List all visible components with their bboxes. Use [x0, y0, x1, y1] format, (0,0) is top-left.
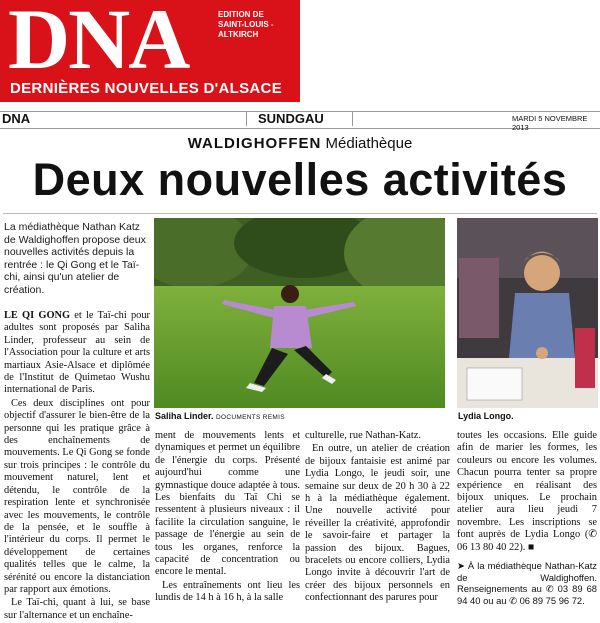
- body-column-1: [4, 310, 150, 623]
- body-column-2: [155, 430, 300, 606]
- photo-saliha-linder: [154, 218, 445, 408]
- edition-line: EDITION DE: [218, 10, 264, 19]
- paragraph-text: et le Taï-chi pour adultes sont proposés par Saliha Linder, professeur au sein de l'Association pour la culture et arts martiaux Asie-Alsace et diplômée de l'Institut de Quimetao Wushu international de Paris.: [4, 310, 150, 396]
- paragraph: Ces deux disciplines ont pour objectif d'assurer le bien-être de la personne qui les pratique grâce à des enchaînements de mouvements. Le Qi Gong se fonde sur trois principes : le contrôle du mouvement naturel, lent et détendu, le contrôle de la respiration lente et synchronisée avec les mouvements, le contrôle de la pensée, et le souffle à l'intérieur du corps. Il permet le développement de certaines qualités telles que le calme, la sérénité ou encore la distanciation par rapport aux émotions.: [4, 397, 150, 595]
- newspaper-logo: DNA: [8, 0, 189, 87]
- caption-name: Lydia Longo.: [458, 411, 514, 421]
- divider: [3, 213, 597, 214]
- kicker-place: WALDIGHOFFEN: [187, 135, 322, 152]
- issue-date: MARDI 5 NOVEMBRE 2013: [512, 114, 588, 132]
- edition-line: ALTKIRCH: [218, 30, 259, 39]
- bar-paper-name: DNA: [2, 111, 31, 126]
- edition-label: [218, 10, 298, 40]
- paragraph: En outre, un atelier de création de bijoux fantaisie est animé par Lydia Longo, le jeudi soir, une semaine sur deux de 20 h 30 à 22 h à la médiathèque également. Une nouvelle activité pour réveiller la créativité, approfondir le savoir-faire et partager la passion des bijoux. Bagues, bracelets ou encore colliers, Lydia Longo invite à découvrir l'art de créer des bijoux personnels en confectionnant des parures pour: [305, 443, 450, 604]
- body-column-4: [457, 430, 597, 607]
- paragraph: Les entraînements ont lieu les lundis de 14 h à 16 h, à la salle: [155, 579, 300, 604]
- drop-lead: LE QI GONG: [4, 310, 71, 321]
- photo-lydia-longo: [457, 218, 598, 408]
- paragraph: toutes les occasions. Elle guide afin de marier les formes, les couleurs ou encore les volumes. Chacun pourra tenter sa propre expérience en réalisant des bijoux uniques. Le prochain atelier aura lieu jeudi 7 novembre. Les inscriptions se font auprès de Lydia Longo (✆ 06 13 80 40 22). ■: [457, 430, 597, 553]
- newspaper-subtitle: DERNIÈRES NOUVELLES D'ALSACE: [10, 80, 282, 97]
- practical-info: ➤ À la médiathèque Nathan-Katz de Waldighoffen. Renseignements au ✆ 03 89 68 94 40 ou au ✆ 06 89 75 96 72.: [457, 560, 597, 606]
- paragraph: culturelle, rue Nathan-Katz.: [305, 430, 421, 441]
- photo1-caption: [155, 411, 285, 421]
- caption-credit: DOCUMENTS REMIS: [216, 414, 285, 421]
- article-kicker: [0, 135, 600, 152]
- edition-line: SAINT-LOUIS -: [218, 20, 274, 29]
- caption-name: Saliha Linder.: [155, 411, 214, 421]
- kicker-topic: Médiathèque: [325, 135, 413, 152]
- paragraph: [4, 310, 150, 397]
- paragraph: ment de mouvements lents et dynamiques et permet un équilibre de l'énergie du corps. Présenté aujourd'hui comme une gymnastique douce adaptée à tous. Les bienfaits du Taï Chi se ressentent à plusieurs niveaux : il facilite la circulation sanguine, le passage de l'énergie au sein de tous les organes, renforce la capacité de concentration ou encore le mental.: [155, 430, 300, 578]
- article-headline: Deux nouvelles activités: [32, 154, 568, 205]
- bar-divider: [246, 112, 247, 126]
- article-lead: La médiathèque Nathan Katz de Waldighoffen propose deux nouvelles activités depuis la rentrée : le Qi Gong et le Taï-chi, ainsi qu'un atelier de création.: [4, 221, 146, 296]
- paragraph: Le Taï-chi, quant à lui, se base sur l'alternance et un enchaîne-: [4, 597, 150, 621]
- bar-divider: [352, 112, 353, 126]
- body-column-3: [305, 430, 450, 606]
- photo2-caption: [458, 411, 514, 421]
- section-name: SUNDGAU: [258, 111, 324, 126]
